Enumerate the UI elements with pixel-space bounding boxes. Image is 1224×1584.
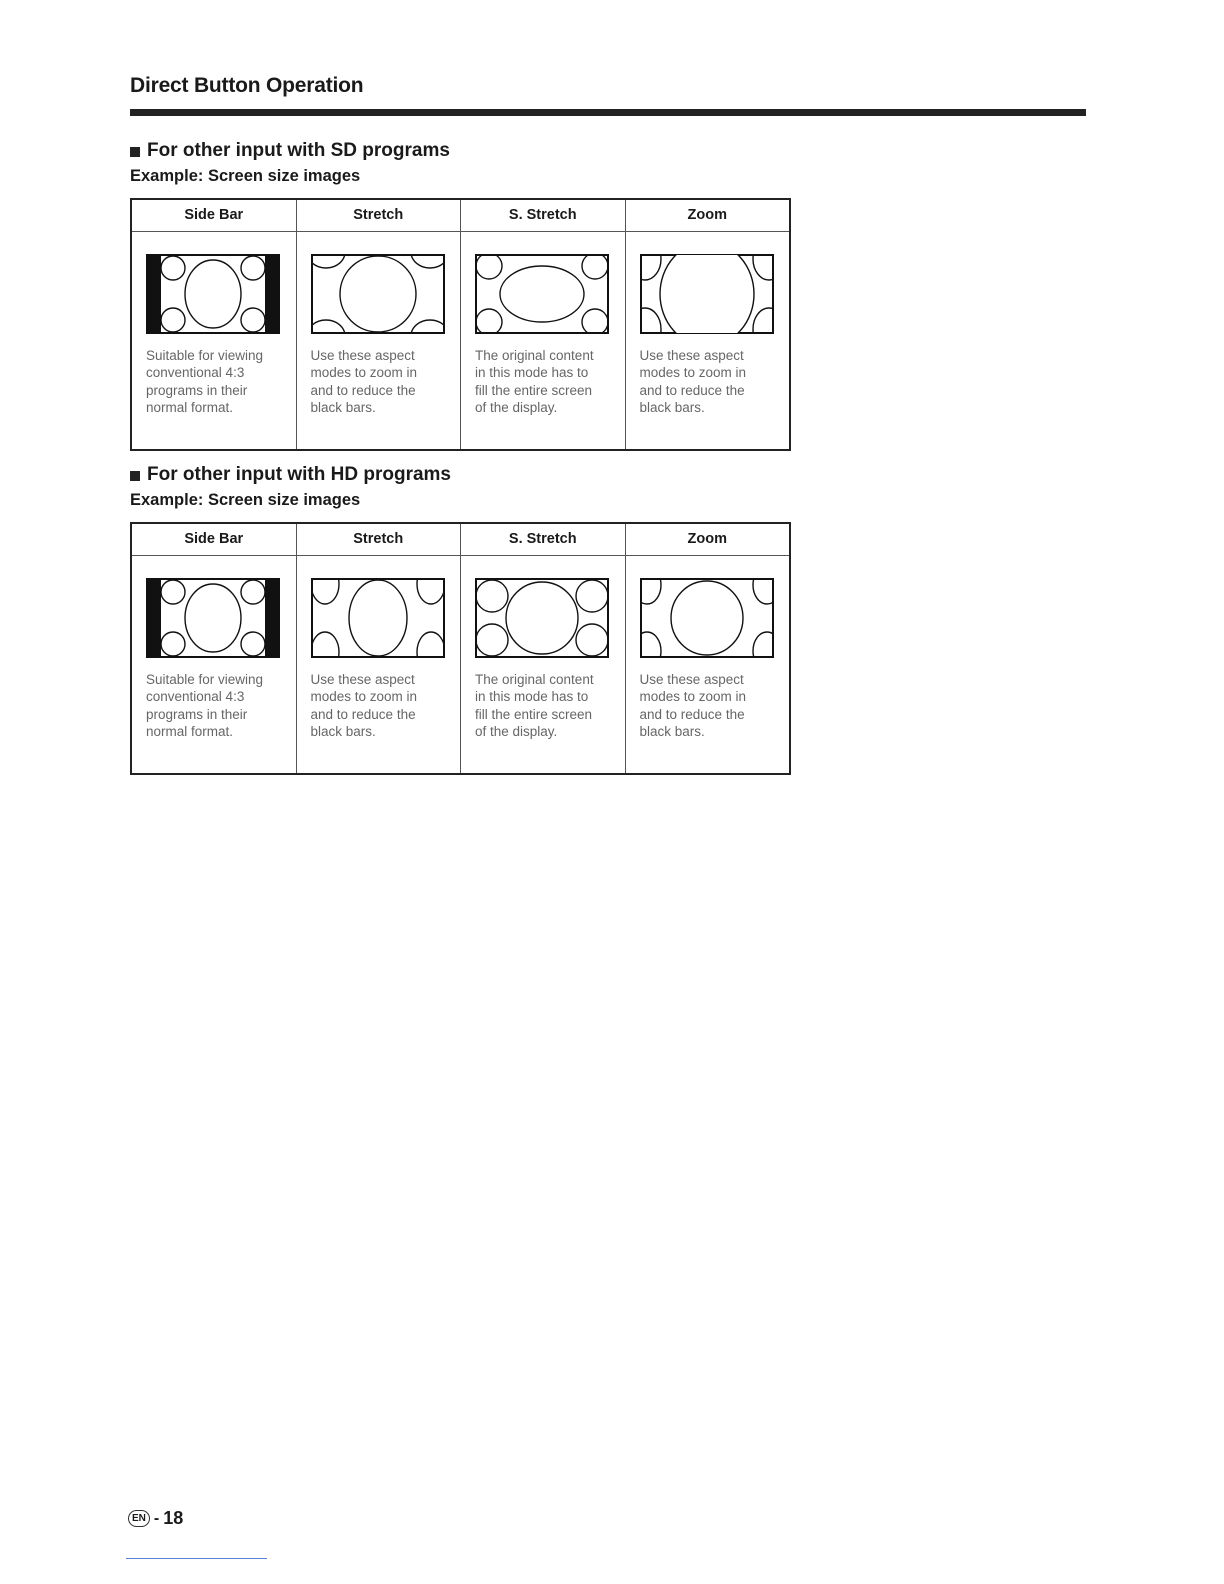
sd-programs-section <box>130 138 791 451</box>
mode-column-stretch <box>297 200 462 449</box>
section-subheading: Example: Screen size images <box>130 491 361 509</box>
square-bullet-icon <box>130 147 140 157</box>
mode-name: Zoom <box>626 524 790 556</box>
mode-column-stretch <box>297 524 462 773</box>
footer-separator: - <box>153 1509 160 1527</box>
mode-description: Use these aspect modes to zoom in and to reduce the black bars. <box>310 348 418 415</box>
mode-name: Side Bar <box>132 200 296 232</box>
zoom-hd-diagram-icon <box>640 578 774 658</box>
stretch-hd-diagram-icon <box>311 578 445 658</box>
s-stretch-sd-diagram-icon <box>475 254 609 334</box>
s-stretch-hd-diagram-icon <box>475 578 609 658</box>
mode-description: Suitable for viewing conventional 4:3 programs in their normal format. <box>146 672 264 739</box>
page-title: Direct Button Operation <box>130 74 364 97</box>
mode-column-s-stretch <box>461 524 626 773</box>
mode-column-s-stretch <box>461 200 626 449</box>
square-bullet-icon <box>130 471 140 481</box>
page-footer <box>128 1508 183 1529</box>
language-badge: EN <box>128 1510 150 1527</box>
mode-description: Use these aspect modes to zoom in and to reduce the black bars. <box>310 672 418 739</box>
title-rule <box>130 109 1086 116</box>
footer-underline <box>126 1558 267 1559</box>
screen-size-table <box>130 198 791 451</box>
section-heading: For other input with HD programs <box>130 462 791 488</box>
hd-programs-section <box>130 462 791 775</box>
section-heading: For other input with SD programs <box>130 138 791 164</box>
mode-name: S. Stretch <box>461 524 625 556</box>
mode-column-zoom <box>626 200 790 449</box>
page-number: 18 <box>163 1508 184 1528</box>
mode-description: Suitable for viewing conventional 4:3 programs in their normal format. <box>146 348 264 415</box>
mode-name: Stretch <box>297 200 461 232</box>
stretch-sd-diagram-icon <box>311 254 445 334</box>
section-subheading: Example: Screen size images <box>130 167 361 185</box>
mode-name: S. Stretch <box>461 200 625 232</box>
mode-description: The original content in this mode has to fill the entire screen of the display. <box>475 348 594 415</box>
sidebar-sd-diagram-icon <box>146 254 280 334</box>
mode-description: The original content in this mode has to fill the entire screen of the display. <box>475 672 594 739</box>
mode-name: Side Bar <box>132 524 296 556</box>
screen-size-table <box>130 522 791 775</box>
mode-column-side-bar <box>132 524 297 773</box>
mode-column-zoom <box>626 524 790 773</box>
mode-description: Use these aspect modes to zoom in and to reduce the black bars. <box>639 672 747 739</box>
mode-column-side-bar <box>132 200 297 449</box>
mode-name: Stretch <box>297 524 461 556</box>
mode-description: Use these aspect modes to zoom in and to reduce the black bars. <box>639 348 747 415</box>
mode-name: Zoom <box>626 200 790 232</box>
zoom-sd-diagram-icon <box>640 254 774 334</box>
sidebar-hd-diagram-icon <box>146 578 280 658</box>
